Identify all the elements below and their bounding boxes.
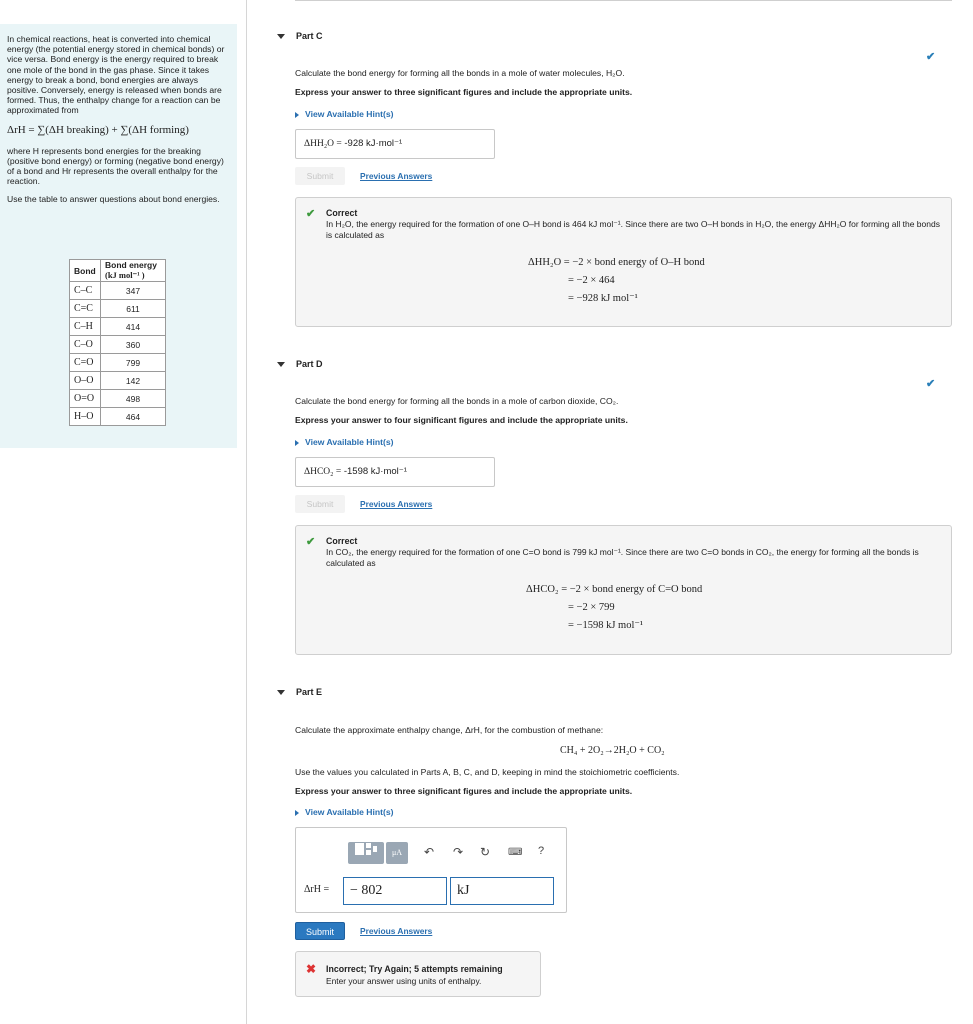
editor-label: ΔrH =: [304, 884, 330, 895]
part-d-previous-answers[interactable]: Previous Answers: [360, 499, 433, 509]
correct-check-icon: ✔: [306, 208, 316, 220]
feedback-title: Incorrect; Try Again; 5 attempts remaining: [326, 964, 503, 974]
answer-value: -928 kJ·mol⁻¹: [344, 138, 403, 149]
table-row: [70, 390, 166, 408]
energy-cell: 360: [101, 336, 166, 354]
caret-right-icon: [295, 112, 299, 118]
table-row: [70, 318, 166, 336]
part-d-feedback: [295, 525, 952, 655]
calc-line-3: = −1598 kJ mol⁻¹: [568, 620, 644, 631]
table-row: [70, 354, 166, 372]
table-row: [70, 282, 166, 300]
part-c-instruction: Express your answer to three significant figures and include the appropriate units.: [295, 87, 633, 97]
calc-line-1: ΔHCO₂ = −2 × bond energy of C=O bond: [526, 584, 703, 595]
feedback-body: In H₂O, the energy required for the formation of one O–H bond is 464 kJ mol⁻¹. Since there are two O–H bonds in H₂O, the energy ΔHH₂O for forming all the bonds is calculated as: [326, 219, 940, 240]
top-rule: [295, 0, 952, 1]
bond-cell: C–C: [70, 282, 101, 300]
calc-line-2: = −2 × 464: [568, 275, 615, 286]
intro-text: In chemical reactions, heat is converted into chemical energy (the potential energy stored in chemical bonds) or vice versa. Bond energy is the energy required to break one mole of the bond in the gas phase. Since it takes energy to break a bond, bond energies are always positive. Conversely, energy is released when bonds are formed. Thus, the enthalpy change for a reaction can be approximated from: [7, 34, 225, 116]
col-bond-header: Bond: [70, 260, 101, 282]
part-e-question: Calculate the approximate enthalpy change, ΔrH, for the combustion of methane:: [295, 725, 604, 735]
table-intro: Use the table to answer questions about bond energies.: [7, 194, 220, 205]
part-d-instruction: Express your answer to four significant figures and include the appropriate units.: [295, 415, 628, 425]
caret-right-icon: [295, 440, 299, 446]
energy-cell: 498: [101, 390, 166, 408]
table-header-row: [70, 260, 166, 282]
calc-line-1: ΔHH₂O = −2 × bond energy of O–H bond: [528, 257, 705, 268]
part-c-feedback: [295, 197, 952, 327]
column-divider: [246, 0, 247, 1024]
answer-editor: [295, 827, 567, 913]
feedback-title: Correct: [326, 208, 358, 218]
bond-energy-table: [69, 259, 166, 426]
part-d-answer: [295, 457, 495, 487]
incorrect-x-icon: ✖: [306, 962, 317, 976]
part-d-submit-button[interactable]: Submit: [295, 495, 345, 513]
part-c-header[interactable]: [277, 31, 323, 41]
reset-icon[interactable]: ↻: [480, 845, 491, 859]
hint-label: View Available Hint(s): [305, 109, 394, 119]
unit-input[interactable]: kJ: [450, 877, 554, 905]
keyboard-icon[interactable]: ⌨: [508, 847, 523, 858]
part-e-title: Part E: [296, 687, 323, 697]
feedback-body: Enter your answer using units of enthalpy.: [326, 976, 482, 986]
part-e-previous-answers[interactable]: Previous Answers: [360, 926, 433, 936]
part-e-hint-link[interactable]: [295, 807, 394, 817]
part-c-previous-answers[interactable]: Previous Answers: [360, 171, 433, 181]
enthalpy-equation: ΔrH = ∑(ΔH breaking) + ∑(ΔH forming): [7, 123, 189, 136]
part-e-instruction: Express your answer to three significant figures and include the appropriate units.: [295, 786, 633, 796]
hint-label: View Available Hint(s): [305, 437, 394, 447]
feedback-calculation: [526, 581, 702, 635]
col-energy-unit: (kJ mol⁻¹ ): [105, 270, 145, 280]
energy-cell: 414: [101, 318, 166, 336]
value-input[interactable]: − 802: [343, 877, 447, 905]
part-d-hint-link[interactable]: [295, 437, 394, 447]
hint-label: View Available Hint(s): [305, 807, 394, 817]
table-row: [70, 336, 166, 354]
undo-icon[interactable]: ↶: [424, 845, 435, 859]
answer-value: -1598 kJ·mol⁻¹: [343, 466, 407, 477]
part-c-hint-link[interactable]: [295, 109, 394, 119]
bond-cell: C=C: [70, 300, 101, 318]
part-e-submit-button[interactable]: Submit: [295, 922, 345, 940]
methane-reaction: CH₄ + 2O₂→2H₂O + CO₂: [560, 745, 665, 756]
bond-cell: C–H: [70, 318, 101, 336]
feedback-body: In CO₂, the energy required for the formation of one C=O bond is 799 kJ mol⁻¹. Since there are two C=O bonds in CO₂, the energy for forming all the bonds is calculated as: [326, 547, 919, 568]
energy-cell: 142: [101, 372, 166, 390]
part-c-question: Calculate the bond energy for forming all the bonds in a mole of water molecules, H₂O.: [295, 68, 625, 78]
part-d-title: Part D: [296, 359, 323, 369]
calc-line-3: = −928 kJ mol⁻¹: [568, 293, 638, 304]
templates-icon: [354, 842, 378, 856]
energy-cell: 611: [101, 300, 166, 318]
answer-label: ΔHH₂O =: [304, 139, 342, 149]
part-d-question: Calculate the bond energy for forming all the bonds in a mole of carbon dioxide, CO₂.: [295, 396, 619, 406]
collapse-triangle-icon: [277, 34, 285, 39]
table-row: [70, 408, 166, 426]
part-e-header[interactable]: [277, 687, 322, 697]
collapse-triangle-icon: [277, 690, 285, 695]
redo-icon[interactable]: ↷: [453, 845, 464, 859]
help-button[interactable]: ?: [538, 845, 545, 857]
explain-text: where H represents bond energies for the breaking (positive bond energy) or forming (negative bond energy) of a bond and Hr represents the overall enthalpy for the reaction.: [7, 145, 224, 187]
part-e-note: Use the values you calculated in Parts A, B, C, and D, keeping in mind the stoichiometric coefficients.: [295, 767, 680, 777]
caret-right-icon: [295, 810, 299, 816]
checkmark-icon: ✔: [926, 378, 936, 390]
part-c-submit-button[interactable]: Submit: [295, 167, 345, 185]
bond-cell: O–O: [70, 372, 101, 390]
feedback-calculation: [528, 254, 705, 308]
table-row: [70, 300, 166, 318]
part-e-feedback: [295, 951, 541, 997]
bond-cell: C–O: [70, 336, 101, 354]
units-button[interactable]: μA: [386, 842, 408, 864]
energy-cell: 464: [101, 408, 166, 426]
feedback-title: Correct: [326, 536, 358, 546]
part-c-title: Part C: [296, 31, 323, 41]
energy-cell: 799: [101, 354, 166, 372]
templates-button[interactable]: [348, 842, 384, 864]
bond-cell: C=O: [70, 354, 101, 372]
col-energy-header: [101, 260, 166, 282]
calc-line-2: = −2 × 799: [568, 602, 615, 613]
bond-cell: H–O: [70, 408, 101, 426]
bond-cell: O=O: [70, 390, 101, 408]
energy-cell: 347: [101, 282, 166, 300]
table-row: [70, 372, 166, 390]
answer-label: ΔHCO₂ =: [304, 467, 342, 477]
col-energy-title: Bond energy: [105, 260, 157, 270]
checkmark-icon: ✔: [926, 51, 936, 63]
part-d-header[interactable]: [277, 359, 323, 369]
collapse-triangle-icon: [277, 362, 285, 367]
correct-check-icon: ✔: [306, 536, 316, 548]
part-c-answer: [295, 129, 495, 159]
